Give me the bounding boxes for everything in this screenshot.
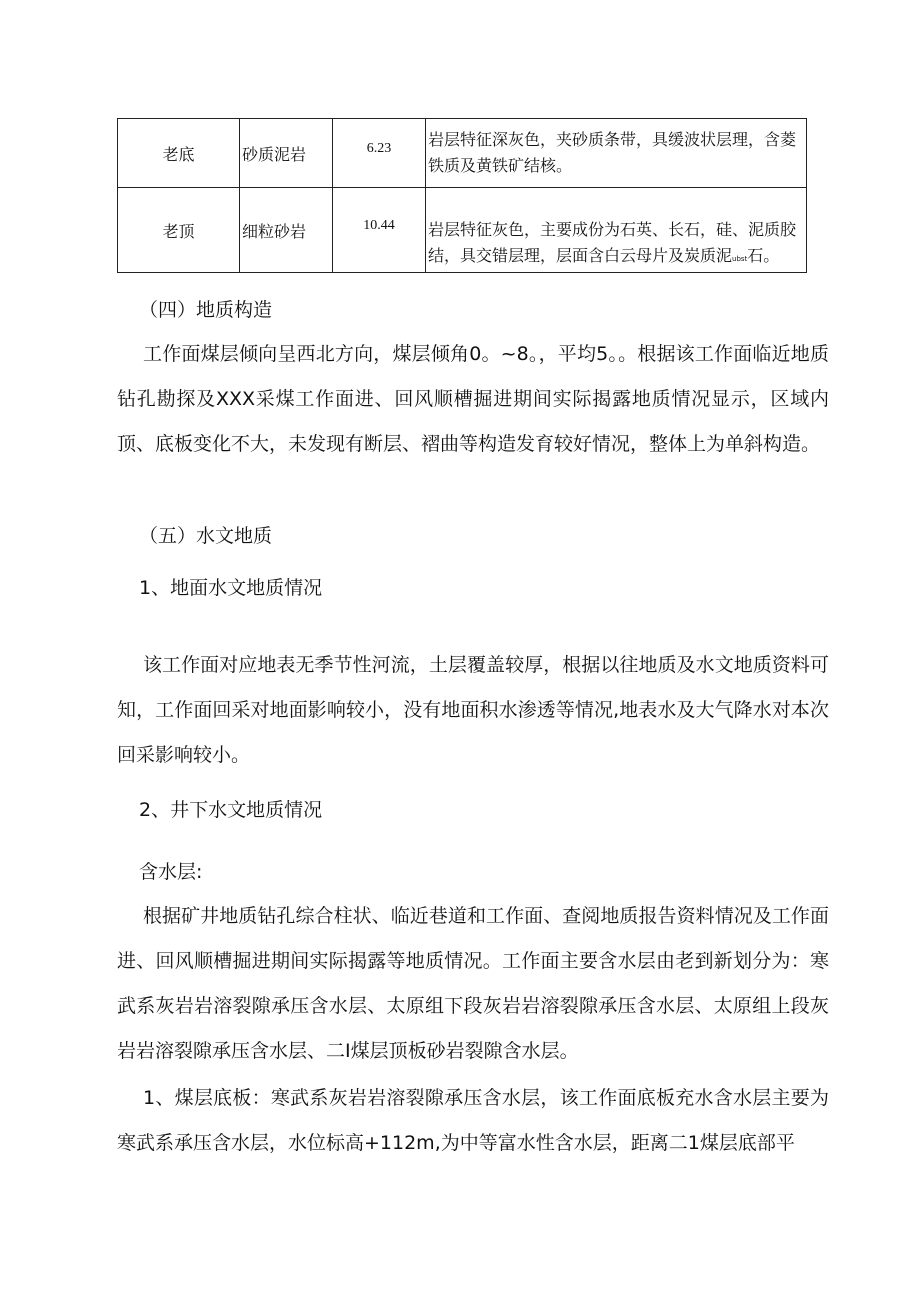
rock-type-cell: 砂质泥岩 [240,119,333,188]
thickness-cell [333,188,426,273]
rock-type-cell: 细粒砂岩 [240,188,333,273]
section-heading-hydrogeology: （五）水文地质 [139,525,273,547]
table-row [118,188,807,273]
description-text: 岩层特征灰色，主要成份为石英、长石，硅、泥质胶结，具交错层理，层面含白云母片及炭质泥 [428,220,797,265]
subsection-heading-underground-water: 2、井下水文地质情况 [139,799,323,821]
section-heading-geology-structure: （四）地质构造 [139,299,273,321]
strata-table [117,118,807,273]
subsection-heading-surface-water: 1、地面水文地质情况 [139,577,323,599]
layer-name-cell: 老顶 [118,188,240,273]
description-cell [426,188,807,273]
thickness-value: 6.23 [366,141,392,156]
description-tiny-text: ubst [732,255,748,263]
layer-name-cell: 老底 [118,119,240,188]
paragraph-aquifers: 根据矿井地质钻孔综合柱状、临近巷道和工作面、查阅地质报告资料情况及工作面进、回风顺槽掘进期间实际揭露等地质情况。工作面主要含水层由老到新划分为：寒武系灰岩岩溶裂隙承压含水层、太原组下段灰岩岩溶裂隙承压含水层、太原组上段灰岩岩溶裂隙承压含水层、二I煤层顶板砂岩裂隙含水层。 [117,905,829,1062]
paragraph-surface-water: 该工作面对应地表无季节性河流，土层覆盖较厚，根据以往地质及水文地质资料可知，工作面回采对地面影响较小，没有地面积水渗透等情况,地表水及大气降水对本次回采影响较小。 [117,654,829,766]
paragraph-geology-structure: 工作面煤层倾向呈西北方向，煤层倾角0。~8。，平均5。。根据该工作面临近地质钻孔勘探及XXX采煤工作面进、回风顺槽掘进期间实际揭露地质情况显示，区域内顶、底板变化不大，未发现有断层、褶曲等构造发育较好情况，整体上为单斜构造。 [117,343,829,455]
paragraph-floor-aquifer: 1、煤层底板：寒武系灰岩岩溶裂隙承压含水层，该工作面底板充水含水层主要为寒武系承压含水层，水位标高+112m,为中等富水性含水层，距离二1煤层底部平 [117,1087,829,1154]
aquifer-label: 含水层: [139,861,203,883]
description-cell: 岩层特征深灰色，夹砂质条带，具缓波状层理，含菱铁质及黄铁矿结核。 [426,119,807,188]
table-row [118,119,807,188]
thickness-cell [333,119,426,188]
description-end-text: 石。 [747,246,780,265]
thickness-value: 10.44 [363,218,395,233]
